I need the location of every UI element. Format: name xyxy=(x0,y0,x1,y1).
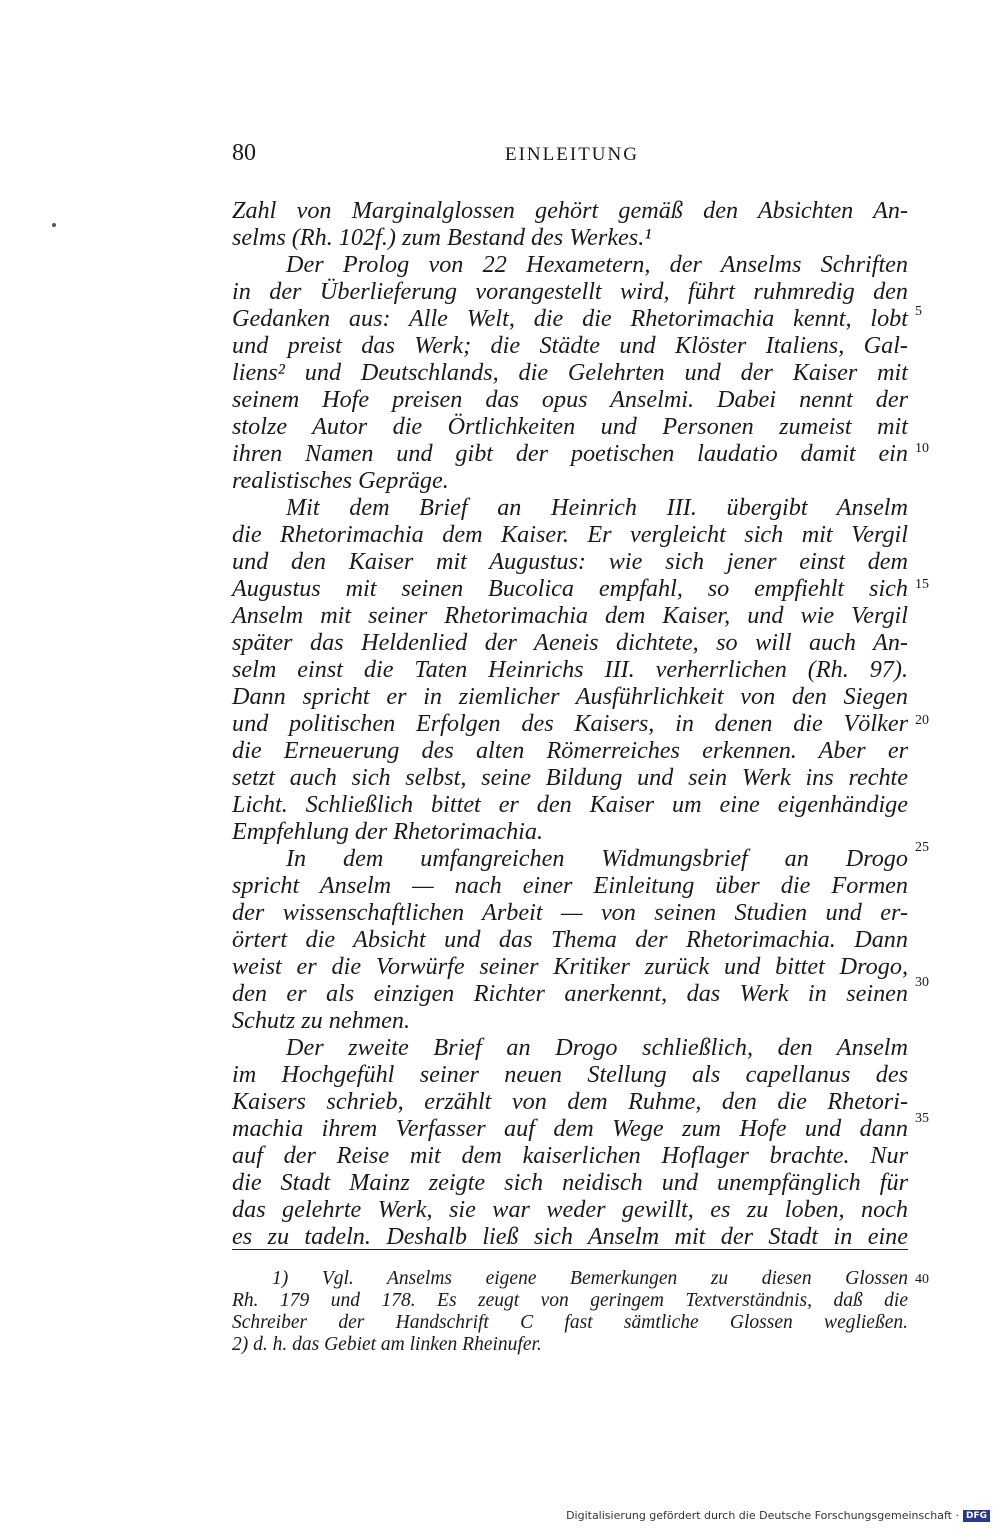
line-number: 40 xyxy=(915,1272,929,1287)
text-line: der wissenschaftlichen Arbeit — von seinen Studien und er- xyxy=(232,899,908,926)
text-line: örtert die Absicht und das Thema der Rhetorimachia. Dann xyxy=(232,926,908,953)
text-line: setzt auch sich selbst, seine Bildung und sein Werk ins rechte xyxy=(232,764,908,791)
scan-speck xyxy=(52,223,56,227)
footnote-line: 2) d. h. das Gebiet am linken Rheinufer. xyxy=(232,1334,542,1355)
digitization-credit xyxy=(566,1509,990,1522)
text-line: im Hochgefühl seiner neuen Stellung als capellanus des xyxy=(232,1061,908,1088)
text-line: spricht Anselm — nach einer Einleitung über die Formen xyxy=(232,872,908,899)
text-line: die Rhetorimachia dem Kaiser. Er vergleicht sich mit Vergil xyxy=(232,521,908,548)
text-line: die Stadt Mainz zeigte sich neidisch und unempfänglich für xyxy=(232,1169,908,1196)
footnotes xyxy=(232,1268,908,1356)
text-line: auf der Reise mit dem kaiserlichen Hoflager brachte. Nur xyxy=(232,1142,908,1169)
text-line: Licht. Schließlich bittet er den Kaiser um eine eigenhändige xyxy=(232,791,908,818)
text-line: seinem Hofe preisen das opus Anselmi. Dabei nennt der xyxy=(232,386,908,413)
text-line: die Erneuerung des alten Römerreiches erkennen. Aber er xyxy=(232,737,908,764)
text-line: liens² und Deutschlands, die Gelehrten und der Kaiser mit xyxy=(232,359,908,386)
credit-text: Digitalisierung gefördert durch die Deutsche Forschungsgemeinschaft · xyxy=(566,1509,959,1522)
footnote-line: Schreiber der Handschrift C fast sämtliche Glossen wegließen. xyxy=(232,1312,908,1333)
running-head: EINLEITUNG xyxy=(505,144,639,165)
text-line: Der Prolog von 22 Hexametern, der Anselms Schriften xyxy=(286,251,908,278)
text-line: den er als einzigen Richter anerkennt, das Werk in seinen xyxy=(232,980,908,1007)
footnote-line: 1) Vgl. Anselms eigene Bemerkungen zu diesen Glossen xyxy=(272,1268,908,1289)
text-line: selm einst die Taten Heinrichs III. verherrlichen (Rh. 97). xyxy=(232,656,908,683)
text-line: realistisches Gepräge. xyxy=(232,467,449,494)
footnote-rule xyxy=(232,1249,908,1250)
footnote-line: Rh. 179 und 178. Es zeugt von geringem Textverständnis, daß die xyxy=(232,1290,908,1311)
text-line: das gelehrte Werk, sie war weder gewillt, es zu loben, noch xyxy=(232,1196,908,1223)
line-number: 30 xyxy=(915,975,929,990)
text-line: stolze Autor die Örtlichkeiten und Personen zumeist mit xyxy=(232,413,908,440)
text-line: es zu tadeln. Deshalb ließ sich Anselm mit der Stadt in eine xyxy=(232,1223,908,1250)
text-line: Schutz zu nehmen. xyxy=(232,1007,411,1034)
text-line: und preist das Werk; die Städte und Klöster Italiens, Gal- xyxy=(232,332,908,359)
text-line: Anselm mit seiner Rhetorimachia dem Kaiser, und wie Vergil xyxy=(232,602,908,629)
text-line: und politischen Erfolgen des Kaisers, in denen die Völker xyxy=(232,710,908,737)
dfg-logo: DFG xyxy=(963,1510,990,1522)
line-number: 15 xyxy=(915,577,929,592)
line-number: 35 xyxy=(915,1111,929,1126)
page-number: 80 xyxy=(232,140,256,166)
line-number: 10 xyxy=(915,441,929,456)
text-line: weist er die Vorwürfe seiner Kritiker zurück und bittet Drogo, xyxy=(232,953,908,980)
text-line: in der Überlieferung vorangestellt wird, führt ruhmredig den xyxy=(232,278,908,305)
text-line: Empfehlung der Rhetorimachia. xyxy=(232,818,544,845)
text-line: später das Heldenlied der Aeneis dichtete, so will auch An- xyxy=(232,629,908,656)
text-line: machia ihrem Verfasser auf dem Wege zum Hofe und dann xyxy=(232,1115,908,1142)
text-line: Mit dem Brief an Heinrich III. übergibt Anselm xyxy=(286,494,908,521)
text-line: selms (Rh. 102f.) zum Bestand des Werkes.¹ xyxy=(232,224,652,251)
line-number: 20 xyxy=(915,713,929,728)
text-line: Kaisers schrieb, erzählt von dem Ruhme, den die Rhetori- xyxy=(232,1088,908,1115)
text-line: Gedanken aus: Alle Welt, die die Rhetorimachia kennt, lobt xyxy=(232,305,908,332)
line-number: 25 xyxy=(915,840,929,855)
text-line: Dann spricht er in ziemlicher Ausführlichkeit von den Siegen xyxy=(232,683,908,710)
text-line: Zahl von Marginalglossen gehört gemäß den Absichten An- xyxy=(232,197,908,224)
text-line: Augustus mit seinen Bucolica empfahl, so empfiehlt sich xyxy=(232,575,908,602)
text-line: und den Kaiser mit Augustus: wie sich jener einst dem xyxy=(232,548,908,575)
text-line: In dem umfangreichen Widmungsbrief an Drogo xyxy=(286,845,908,872)
line-number: 5 xyxy=(915,304,922,319)
text-line: Der zweite Brief an Drogo schließlich, den Anselm xyxy=(286,1034,908,1061)
main-text xyxy=(232,197,908,1250)
text-line: ihren Namen und gibt der poetischen laudatio damit ein xyxy=(232,440,908,467)
